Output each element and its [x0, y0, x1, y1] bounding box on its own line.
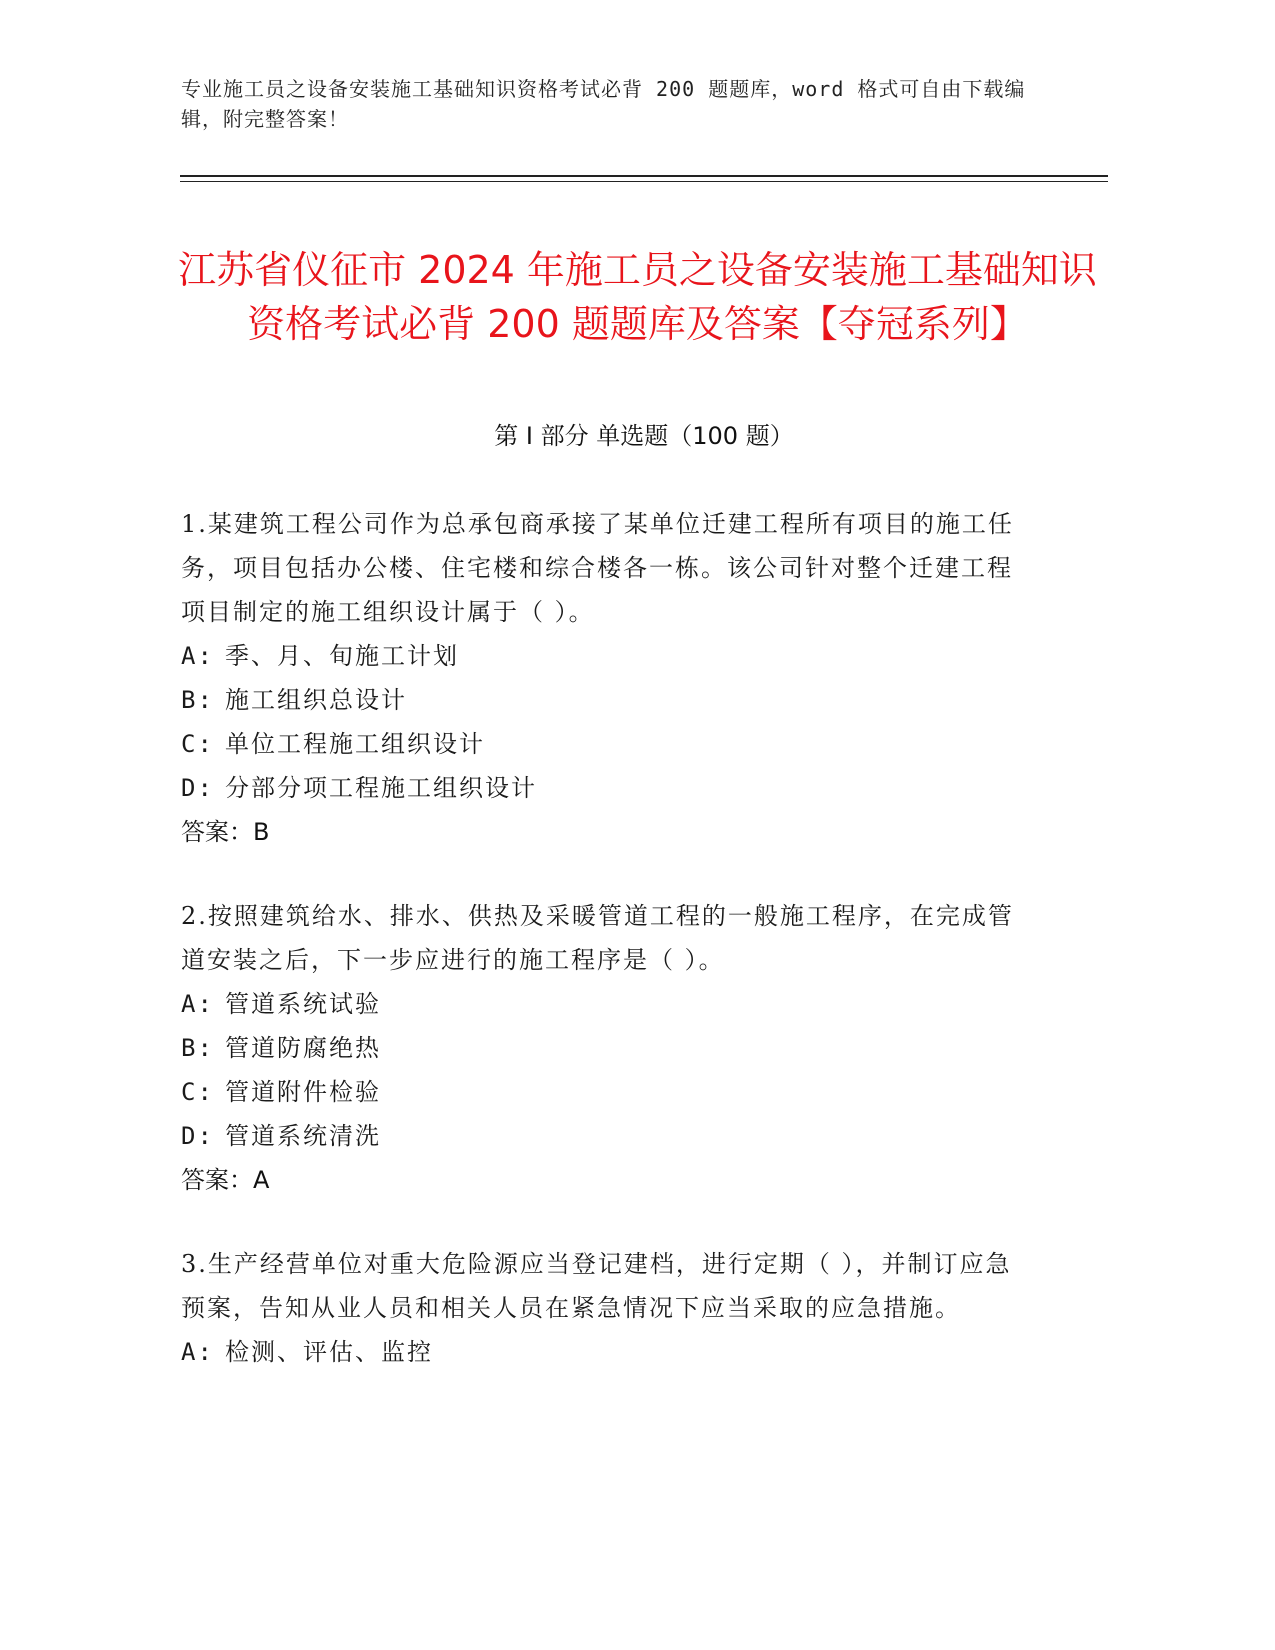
option-a: [181, 982, 1031, 1026]
option-text: 管道防腐绝热: [225, 1034, 381, 1062]
question-1: [181, 502, 1031, 854]
question-stem: 2.按照建筑给水、排水、供热及采暖管道工程的一般施工程序，在完成管道安装之后，下一步应进行的施工程序是（ ）。: [181, 902, 1014, 974]
option-b: [181, 678, 1031, 722]
option-key: D:: [181, 1122, 214, 1150]
option-b: [181, 1026, 1031, 1070]
option-text: 施工组织总设计: [225, 686, 407, 714]
option-text: 检测、评估、监控: [225, 1338, 433, 1366]
option-key: C:: [181, 1078, 214, 1106]
question-stem: 1.某建筑工程公司作为总承包商承接了某单位迁建工程所有项目的施工任务，项目包括办公楼、住宅楼和综合楼各一栋。该公司针对整个迁建工程项目制定的施工组织设计属于（ ）。: [181, 510, 1014, 626]
option-text: 季、月、旬施工计划: [225, 642, 459, 670]
header-divider-thick: [180, 175, 1108, 177]
option-key: A:: [181, 990, 214, 1018]
option-key: D:: [181, 774, 214, 802]
option-text: 管道系统清洗: [225, 1122, 381, 1150]
header-divider-thin: [180, 181, 1108, 182]
option-c: [181, 1070, 1031, 1114]
option-key: A:: [181, 642, 214, 670]
answer-line: 答案：B: [181, 818, 270, 846]
section-heading: 第 I 部分 单选题（100 题）: [494, 422, 794, 450]
option-text: 单位工程施工组织设计: [225, 730, 485, 758]
option-a: [181, 634, 1031, 678]
question-2: [181, 894, 1031, 1202]
option-key: A:: [181, 1338, 214, 1366]
option-d: [181, 766, 1031, 810]
answer-line: 答案：A: [181, 1166, 270, 1194]
option-key: B:: [181, 1034, 214, 1062]
option-text: 管道系统试验: [225, 990, 381, 1018]
option-a: [181, 1330, 1031, 1374]
option-text: 管道附件检验: [225, 1078, 381, 1106]
option-d: [181, 1114, 1031, 1158]
option-key: C:: [181, 730, 214, 758]
question-list: [181, 502, 1031, 1414]
option-text: 分部分项工程施工组织设计: [225, 774, 537, 802]
option-c: [181, 722, 1031, 766]
header-note: 专业施工员之设备安装施工基础知识资格考试必背 200 题题库，word 格式可自由下载编辑，附完整答案！: [181, 77, 1026, 131]
question-stem: 3.生产经营单位对重大危险源应当登记建档，进行定期（ ），并制订应急预案，告知从业人员和相关人员在紧急情况下应当采取的应急措施。: [181, 1250, 1012, 1322]
option-key: B:: [181, 686, 214, 714]
document-title: 江苏省仪征市 2024 年施工员之设备安装施工基础知识资格考试必背 200 题题库及答案【夺冠系列】: [178, 248, 1097, 347]
question-3: [181, 1242, 1031, 1374]
